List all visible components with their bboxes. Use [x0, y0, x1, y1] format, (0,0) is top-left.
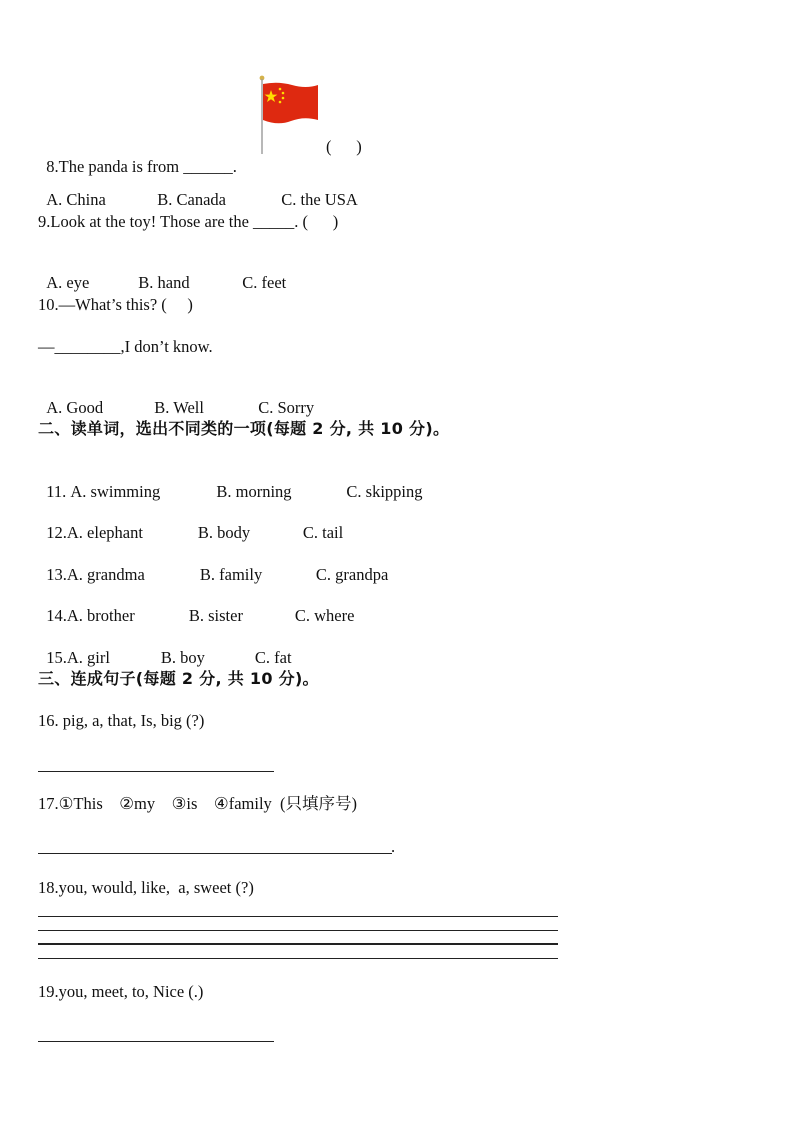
option: B. Well: [154, 398, 204, 417]
question-number: 14.: [46, 606, 67, 625]
q18-writing-line[interactable]: [38, 958, 558, 959]
q11-row: [38, 462, 423, 502]
option: C. skipping: [346, 482, 423, 501]
q15-row: [38, 628, 292, 668]
option: B. morning: [216, 482, 292, 501]
q8-stem-text: 8.The panda is from ______.: [46, 157, 237, 176]
q18-prompt: 18.you, would, like, a, sweet (?): [38, 878, 254, 897]
option: A. brother: [66, 606, 135, 625]
option: C. tail: [302, 523, 344, 542]
option: A. Good: [46, 398, 104, 417]
option: C. feet: [242, 273, 287, 292]
option: A. elephant: [66, 523, 143, 542]
q14-row: [38, 586, 354, 626]
q10-stem: 10.—What’s this? ( ): [38, 295, 193, 314]
option: C. the USA: [281, 190, 358, 209]
q16-prompt: 16. pig, a, that, Is, big (?): [38, 711, 205, 730]
question-number: 12.: [46, 523, 67, 542]
q9-options: [38, 253, 286, 293]
option: B. Canada: [157, 190, 226, 209]
option: B. boy: [160, 648, 205, 667]
option: C. fat: [254, 648, 292, 667]
option: C. where: [294, 606, 355, 625]
option: B. family: [199, 565, 263, 584]
option: B. body: [197, 523, 251, 542]
q19-answer-line[interactable]: [38, 1041, 274, 1042]
q12-row: [38, 503, 343, 543]
q17-prompt: 17.①This ②my ③is ④family (只填序号): [38, 794, 358, 813]
option: B. sister: [188, 606, 243, 625]
option: C. Sorry: [258, 398, 315, 417]
q19-prompt: 19.you, meet, to, Nice (.): [38, 982, 204, 1001]
q8-answer-paren: ( ): [326, 137, 362, 156]
q10-options: [38, 378, 314, 418]
q17-period: .: [391, 837, 396, 856]
option: A. eye: [46, 273, 90, 292]
q18-writing-line[interactable]: [38, 930, 558, 931]
china-flag-image: [258, 74, 322, 154]
question-number: 15.: [46, 648, 67, 667]
option: A. grandma: [66, 565, 145, 584]
section3-heading: 三、连成句子(每题 2 分, 共 10 分)。: [38, 669, 319, 688]
section2-heading: 二、读单词，选出不同类的一项(每题 2 分, 共 10 分)。: [38, 419, 450, 438]
option: C. grandpa: [315, 565, 389, 584]
q18-writing-baseline[interactable]: [38, 943, 558, 945]
q13-row: [38, 545, 388, 585]
option: B. hand: [138, 273, 190, 292]
question-number: 11.: [46, 482, 71, 501]
q8-options: [38, 170, 358, 210]
q18-writing-line[interactable]: [38, 916, 558, 917]
q17-answer-line[interactable]: [38, 853, 392, 854]
q9-stem: 9.Look at the toy! Those are the _____. ( ): [38, 212, 339, 231]
option: A. swimming: [70, 482, 161, 501]
q10-reply: —________,I don’t know.: [38, 337, 213, 356]
option: A. girl: [66, 648, 110, 667]
q16-answer-line[interactable]: [38, 771, 274, 772]
question-number: 13.: [46, 565, 67, 584]
option: A. China: [46, 190, 106, 209]
